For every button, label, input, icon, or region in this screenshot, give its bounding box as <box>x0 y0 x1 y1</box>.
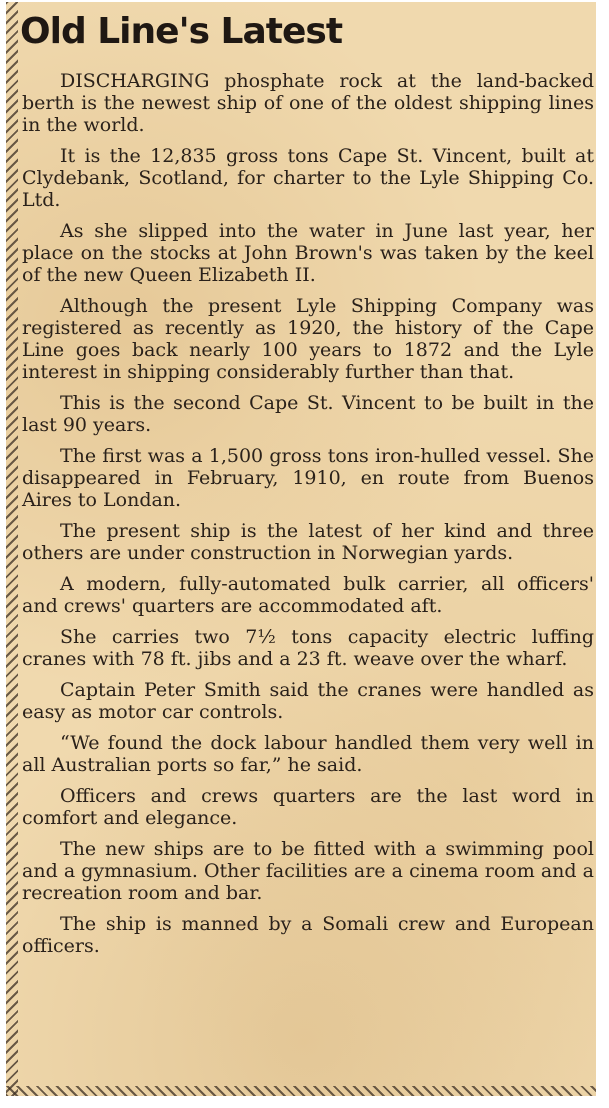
paragraph-10: Captain Peter Smith said the cranes were handled as easy as motor car controls. <box>22 679 594 723</box>
paragraph-9: She carries two 7½ tons capacity electric luffing cranes with 78 ft. jibs and a 23 ft. weave over the wharf. <box>22 626 594 670</box>
paragraph-11: “We found the dock labour handled them very well in all Australian ports so far,” he said. <box>22 732 594 776</box>
paragraph-2: It is the 12,835 gross tons Cape St. Vincent, built at Clydebank, Scotland, for charter to the Lyle Shipping Co. Ltd. <box>22 145 594 211</box>
torn-edge-bottom <box>6 1086 602 1096</box>
cut-edge-right <box>596 2 602 1096</box>
headline: Old Line's Latest <box>20 11 343 52</box>
paragraph-14: The ship is manned by a Somali crew and European officers. <box>22 913 594 957</box>
paragraph-6: The first was a 1,500 gross tons iron-hulled vessel. She disappeared in February, 1910, en route from Buenos Aires to Londan. <box>22 445 594 511</box>
paragraph-13: The new ships are to be fitted with a swimming pool and a gymnasium. Other facilities are a cinema room and a recreation room and bar. <box>22 838 594 904</box>
paragraph-8: A modern, fully-automated bulk carrier, all officers' and crews' quarters are accommodated aft. <box>22 573 594 617</box>
torn-edge-left <box>6 2 18 1096</box>
paragraph-7: The present ship is the latest of her kind and three others are under construction in Norwegian yards. <box>22 520 594 564</box>
paragraph-4: Although the present Lyle Shipping Company was registered as recently as 1920, the history of the Cape Line goes back nearly 100 years to 1872 and the Lyle interest in shipping considerably further than that. <box>22 295 594 383</box>
newspaper-clipping <box>6 2 602 1096</box>
paragraph-1: DISCHARGING phosphate rock at the land-backed berth is the newest ship of one of the oldest shipping lines in the world. <box>22 70 594 136</box>
article-body <box>22 70 594 957</box>
paragraph-3: As she slipped into the water in June last year, her place on the stocks at John Brown's was taken by the keel of the new Queen Elizabeth II. <box>22 220 594 286</box>
paragraph-12: Officers and crews quarters are the last word in comfort and elegance. <box>22 785 594 829</box>
paragraph-5: This is the second Cape St. Vincent to be built in the last 90 years. <box>22 392 594 436</box>
